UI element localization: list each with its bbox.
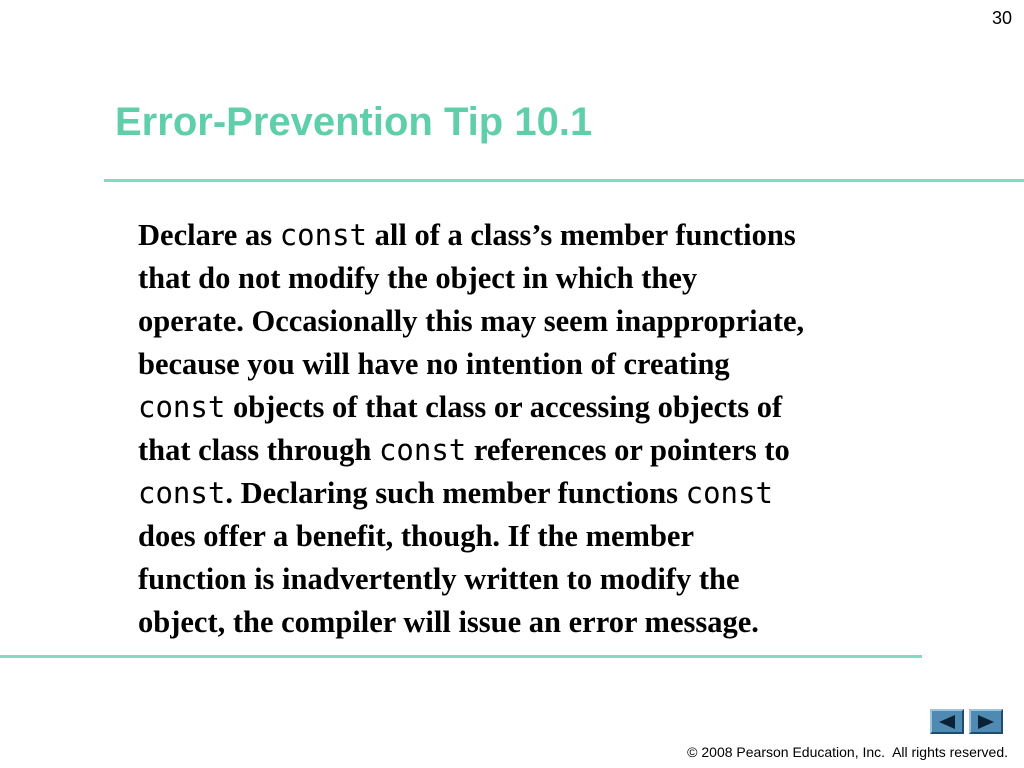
body-text-segment: that class through — [138, 433, 379, 467]
body-text-segment: all of a class’s member functions — [367, 218, 796, 252]
triangle-left-icon — [937, 714, 957, 730]
body-line — [138, 386, 1018, 429]
body-text-segment: references or pointers to — [466, 433, 790, 467]
previous-slide-button[interactable] — [930, 709, 964, 734]
code-keyword: const — [138, 476, 226, 510]
body-line — [138, 558, 1018, 601]
body-line — [138, 515, 1018, 558]
body-text-segment: function is inadvertently written to modify the — [138, 562, 740, 596]
body-text-segment: does offer a benefit, though. If the member — [138, 519, 694, 553]
body-line — [138, 429, 1018, 472]
body-text-segment: . Declaring such member functions — [225, 476, 686, 510]
bottom-divider — [0, 655, 922, 658]
body-line — [138, 472, 1018, 515]
body-text-segment: objects of that class or accessing objects of — [225, 390, 783, 424]
body-text-segment: operate. Occasionally this may seem inappropriate, — [138, 304, 805, 338]
code-keyword: const — [279, 218, 368, 252]
next-slide-button[interactable] — [969, 709, 1003, 734]
slide-number: 30 — [991, 8, 1012, 28]
slide-title: Error-Prevention Tip 10.1 — [115, 100, 593, 144]
triangle-right-icon — [976, 714, 996, 730]
code-keyword: const — [138, 390, 226, 424]
copyright-footer: © 2008 Pearson Education, Inc. All rights reserved. — [687, 744, 1008, 760]
body-text-segment: that do not modify the object in which they — [138, 261, 698, 295]
body-line — [138, 300, 1018, 343]
code-keyword: const — [378, 433, 467, 467]
slide-navigation — [930, 709, 1003, 734]
tip-body — [138, 214, 1018, 644]
title-divider — [104, 179, 1024, 182]
body-line — [138, 343, 1018, 386]
body-line — [138, 601, 1018, 644]
body-text-segment: object, the compiler will issue an error message. — [138, 605, 759, 639]
body-line — [138, 214, 1018, 257]
body-text-segment: Declare as — [138, 218, 280, 252]
body-line — [138, 257, 1018, 300]
body-text-segment: because you will have no intention of creating — [138, 347, 730, 381]
code-keyword: const — [685, 476, 773, 510]
